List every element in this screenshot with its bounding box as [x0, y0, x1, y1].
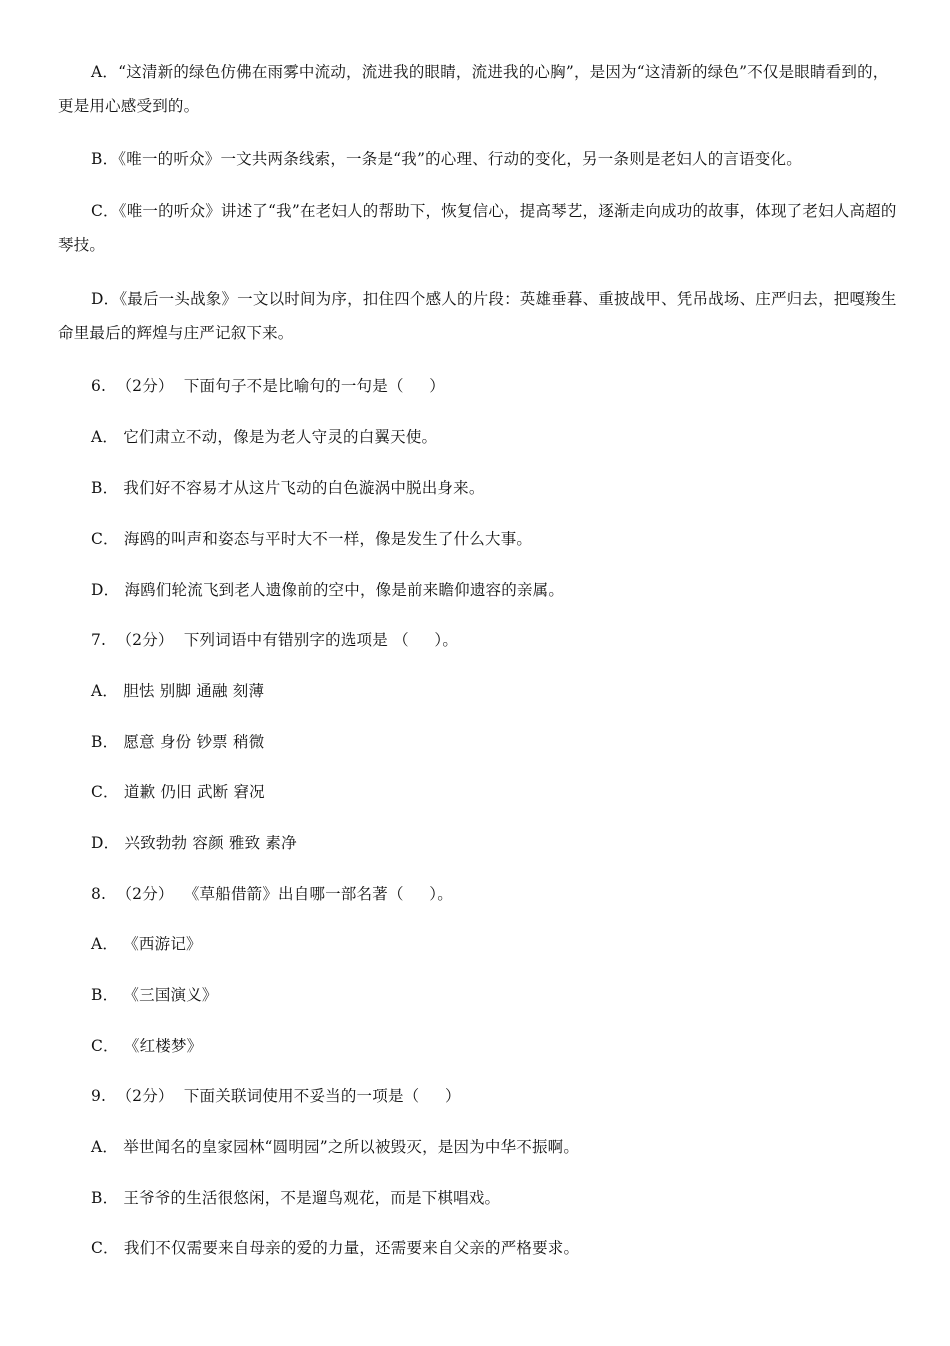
- q7-option-b: B． 愿意 身份 钞票 稍微: [91, 733, 265, 751]
- q5-option-a: A．“这清新的绿色仿佛在雨雾中流动，流进我的眼睛，流进我的心胸”，是因为“这清新的绿色”不仅是眼睛看到的，更是用心感受到的。: [58, 63, 889, 115]
- q8-option-c: C． 《红楼梦》: [91, 1037, 203, 1055]
- q5-option-b: B．《唯一的听众》一文共两条线索，一条是“我”的心理、行动的变化，另一条则是老妇人的言语变化。: [91, 150, 802, 168]
- q6-option-b: B． 我们好不容易才从这片飞动的白色漩涡中脱出身来。: [91, 479, 485, 497]
- q7-option-c: C． 道歉 仍旧 武断 窘况: [91, 783, 265, 801]
- q8-stem: 8. （2分） 《草船借箭》出自哪一部名著（ ）。: [91, 885, 453, 903]
- q5-option-d: D．《最后一头战象》一文以时间为序，扣住四个感人的片段：英雄垂暮、重披战甲、凭吊战场、庄严归去，把嘎羧生命里最后的辉煌与庄严记叙下来。: [58, 290, 897, 342]
- q6-stem: 6. （2分） 下面句子不是比喻句的一句是（ ）: [91, 377, 445, 395]
- q7-option-d: D． 兴致勃勃 容颜 雅致 素净: [91, 834, 297, 852]
- q9-option-b: B． 王爷爷的生活很悠闲，不是遛鸟观花，而是下棋唱戏。: [91, 1189, 501, 1207]
- q6-option-a: A． 它们肃立不动，像是为老人守灵的白翼天使。: [91, 428, 438, 446]
- q9-option-a: A． 举世闻名的皇家园林“圆明园”之所以被毁灭，是因为中华不振啊。: [91, 1138, 580, 1156]
- q7-stem: 7. （2分） 下列词语中有错别字的选项是 （ ）。: [91, 631, 459, 649]
- q5-option-c: C．《唯一的听众》讲述了“我”在老妇人的帮助下，恢复信心，提高琴艺，逐渐走向成功的故事，体现了老妇人高超的琴技。: [58, 202, 897, 254]
- q8-option-b: B． 《三国演义》: [91, 986, 218, 1004]
- q9-stem: 9. （2分） 下面关联词使用不妥当的一项是（ ）: [91, 1087, 461, 1105]
- q6-option-d: D． 海鸥们轮流飞到老人遗像前的空中，像是前来瞻仰遗容的亲属。: [91, 581, 565, 599]
- q7-option-a: A． 胆怯 别脚 通融 刻薄: [91, 682, 265, 700]
- q6-option-c: C． 海鸥的叫声和姿态与平时大不一样，像是发生了什么大事。: [91, 530, 533, 548]
- q8-option-a: A． 《西游记》: [91, 935, 202, 953]
- q9-option-c: C． 我们不仅需要来自母亲的爱的力量，还需要来自父亲的严格要求。: [91, 1239, 580, 1257]
